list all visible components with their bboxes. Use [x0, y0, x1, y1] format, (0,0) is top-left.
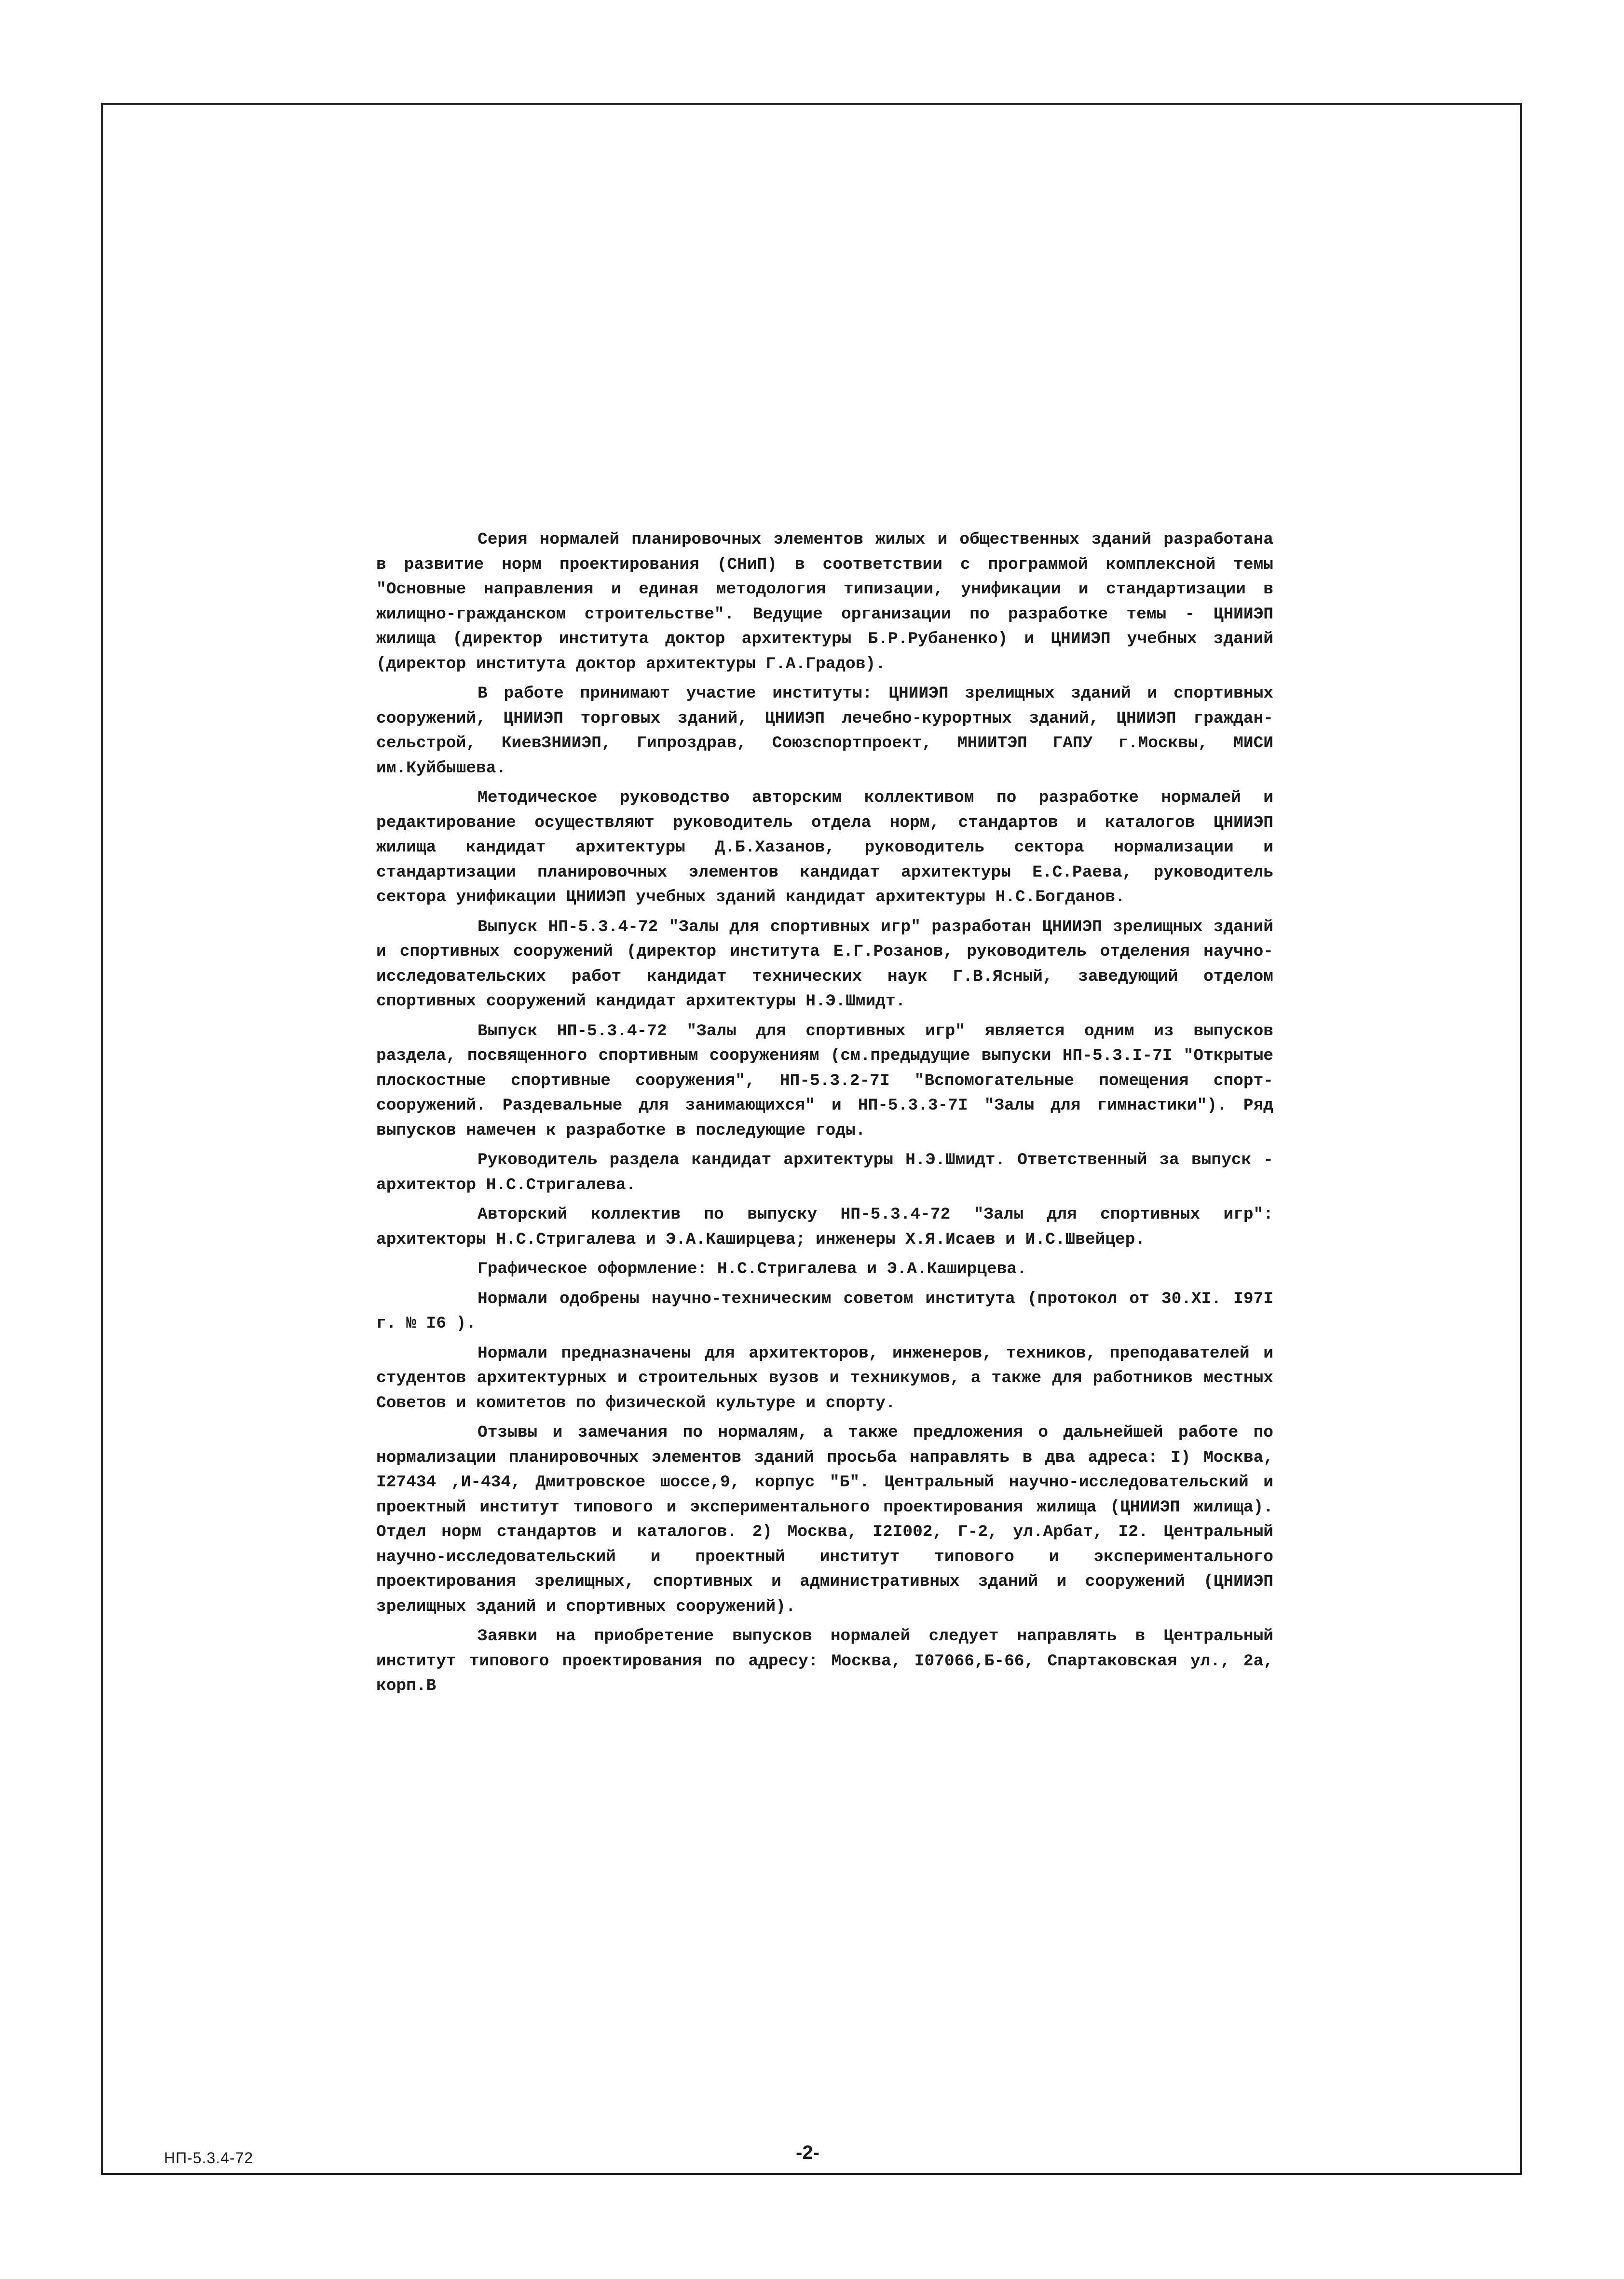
- document-code: НП-5.3.4-72: [164, 2149, 254, 2167]
- paragraph-orders: Заявки на приобретение выпусков нормалей следует направлять в Центральный институт типового проектирования по адресу: Москва, I07066,Б-66, Спартаковская ул., 2а, корп.В: [376, 1627, 1273, 1695]
- paragraph-intro: Серия нормалей планировочных элементов жилых и общественных зданий разработана в развитие норм проектирования (СНиП) в соответствии с программой комплексной темы "Основные направления и единая методология типизации, унификации и стандартизации в жилищно-гражданском строительстве". Ведущие организации по разработке темы - ЦНИИЭП жилища (директор института доктор архитектуры Б.Р.Рубаненко) и ЦНИИЭП учебных зданий (директор института доктор архитектуры Г.А.Градов).: [376, 530, 1273, 673]
- paragraph-methodology: Методическое руководство авторским коллективом по разработке нормалей и редактирование осуществляют руководитель отдела норм, стандартов и каталогов ЦНИИЭП жилища кандидат архитектуры Д.Б.Хазанов, руководитель сектора нормализации и стандартизации планировочных элементов кандидат архитектуры Е.С.Раева, руководитель сектора унификации ЦНИИЭП учебных зданий кандидат архитектуры Н.С.Богданов.: [376, 788, 1273, 906]
- paragraph-audience: Нормали предназначены для архитекторов, инженеров, техников, преподавателей и студентов архитектурных и строительных вузов и техникумов, а также для работников местных Советов и комитетов по физической культуре и спорту.: [376, 1344, 1273, 1413]
- paragraph-institutes: В работе принимают участие институты: ЦНИИЭП зрелищных зданий и спортивных сооружений, ЦНИИЭП торговых зданий, ЦНИИЭП лечебно-курортных зданий, ЦНИИЭП граждан-сельстрой, КиевЗНИИЭП, Гипроздрав, Союзспортпроект, МНИИТЭП ГАПУ г.Москвы, МИСИ им.Куйбышева.: [376, 684, 1273, 778]
- paragraph-approval: Нормали одобрены научно-техническим советом института (протокол от 30.XI. I97I г. № I6 ).: [376, 1289, 1273, 1333]
- page-number: -2-: [796, 2142, 819, 2163]
- paragraph-authors: Авторский коллектив по выпуску НП-5.3.4-72 "Залы для спортивных игр": архитекторы Н.С.Стригалева и Э.А.Каширцева; инженеры Х.Я.Исаев и И.С.Швейцер.: [376, 1205, 1273, 1249]
- paragraph-graphics: Графическое оформление: Н.С.Стригалева и Э.А.Каширцева.: [478, 1260, 1027, 1278]
- paragraph-series: Выпуск НП-5.3.4-72 "Залы для спортивных игр" является одним из выпусков раздела, посвященного спортивным сооружениям (см.предыдущие выпуски НП-5.3.I-7I "Открытые плоскостные спортивные сооружения", НП-5.3.2-7I "Вспомогательные помещения спорт-сооружений. Раздевальные для занимающихся" и НП-5.3.3-7I "Залы для гимнастики"). Ряд выпусков намечен к разработке в последующие годы.: [376, 1021, 1273, 1140]
- paragraph-developer: Выпуск НП-5.3.4-72 "Залы для спортивных игр" разработан ЦНИИЭП зрелищных зданий и спортивных сооружений (директор института Е.Г.Розанов, руководитель отделения научно-исследовательских работ кандидат технических наук Г.В.Ясный, заведующий отделом спортивных сооружений кандидат архитектуры Н.Э.Шмидт.: [376, 917, 1273, 1011]
- paragraph-section-head: Руководитель раздела кандидат архитектуры Н.Э.Шмидт. Ответственный за выпуск - архитектор Н.С.Стригалева.: [376, 1151, 1273, 1194]
- paragraph-feedback: Отзывы и замечания по нормалям, а также предложения о дальнейшей работе по нормализации планировочных элементов зданий просьба направлять в два адреса: I) Москва, I27434 ,И-434, Дмитровское шоссе,9, корпус "Б". Центральный научно-исследовательский и проектный институт типового и экспериментального проектирования жилища (ЦНИИЭП жилища). Отдел норм стандартов и каталогов. 2) Москва, I2I002, Г-2, ул.Арбат, I2. Центральный научно-исследовательский и проектный институт типового и экспериментального проектирования зрелищных, спортивных и административных зданий и сооружений (ЦНИИЭП зрелищных зданий и спортивных сооружений).: [376, 1423, 1273, 1616]
- document-body: [376, 527, 1273, 1703]
